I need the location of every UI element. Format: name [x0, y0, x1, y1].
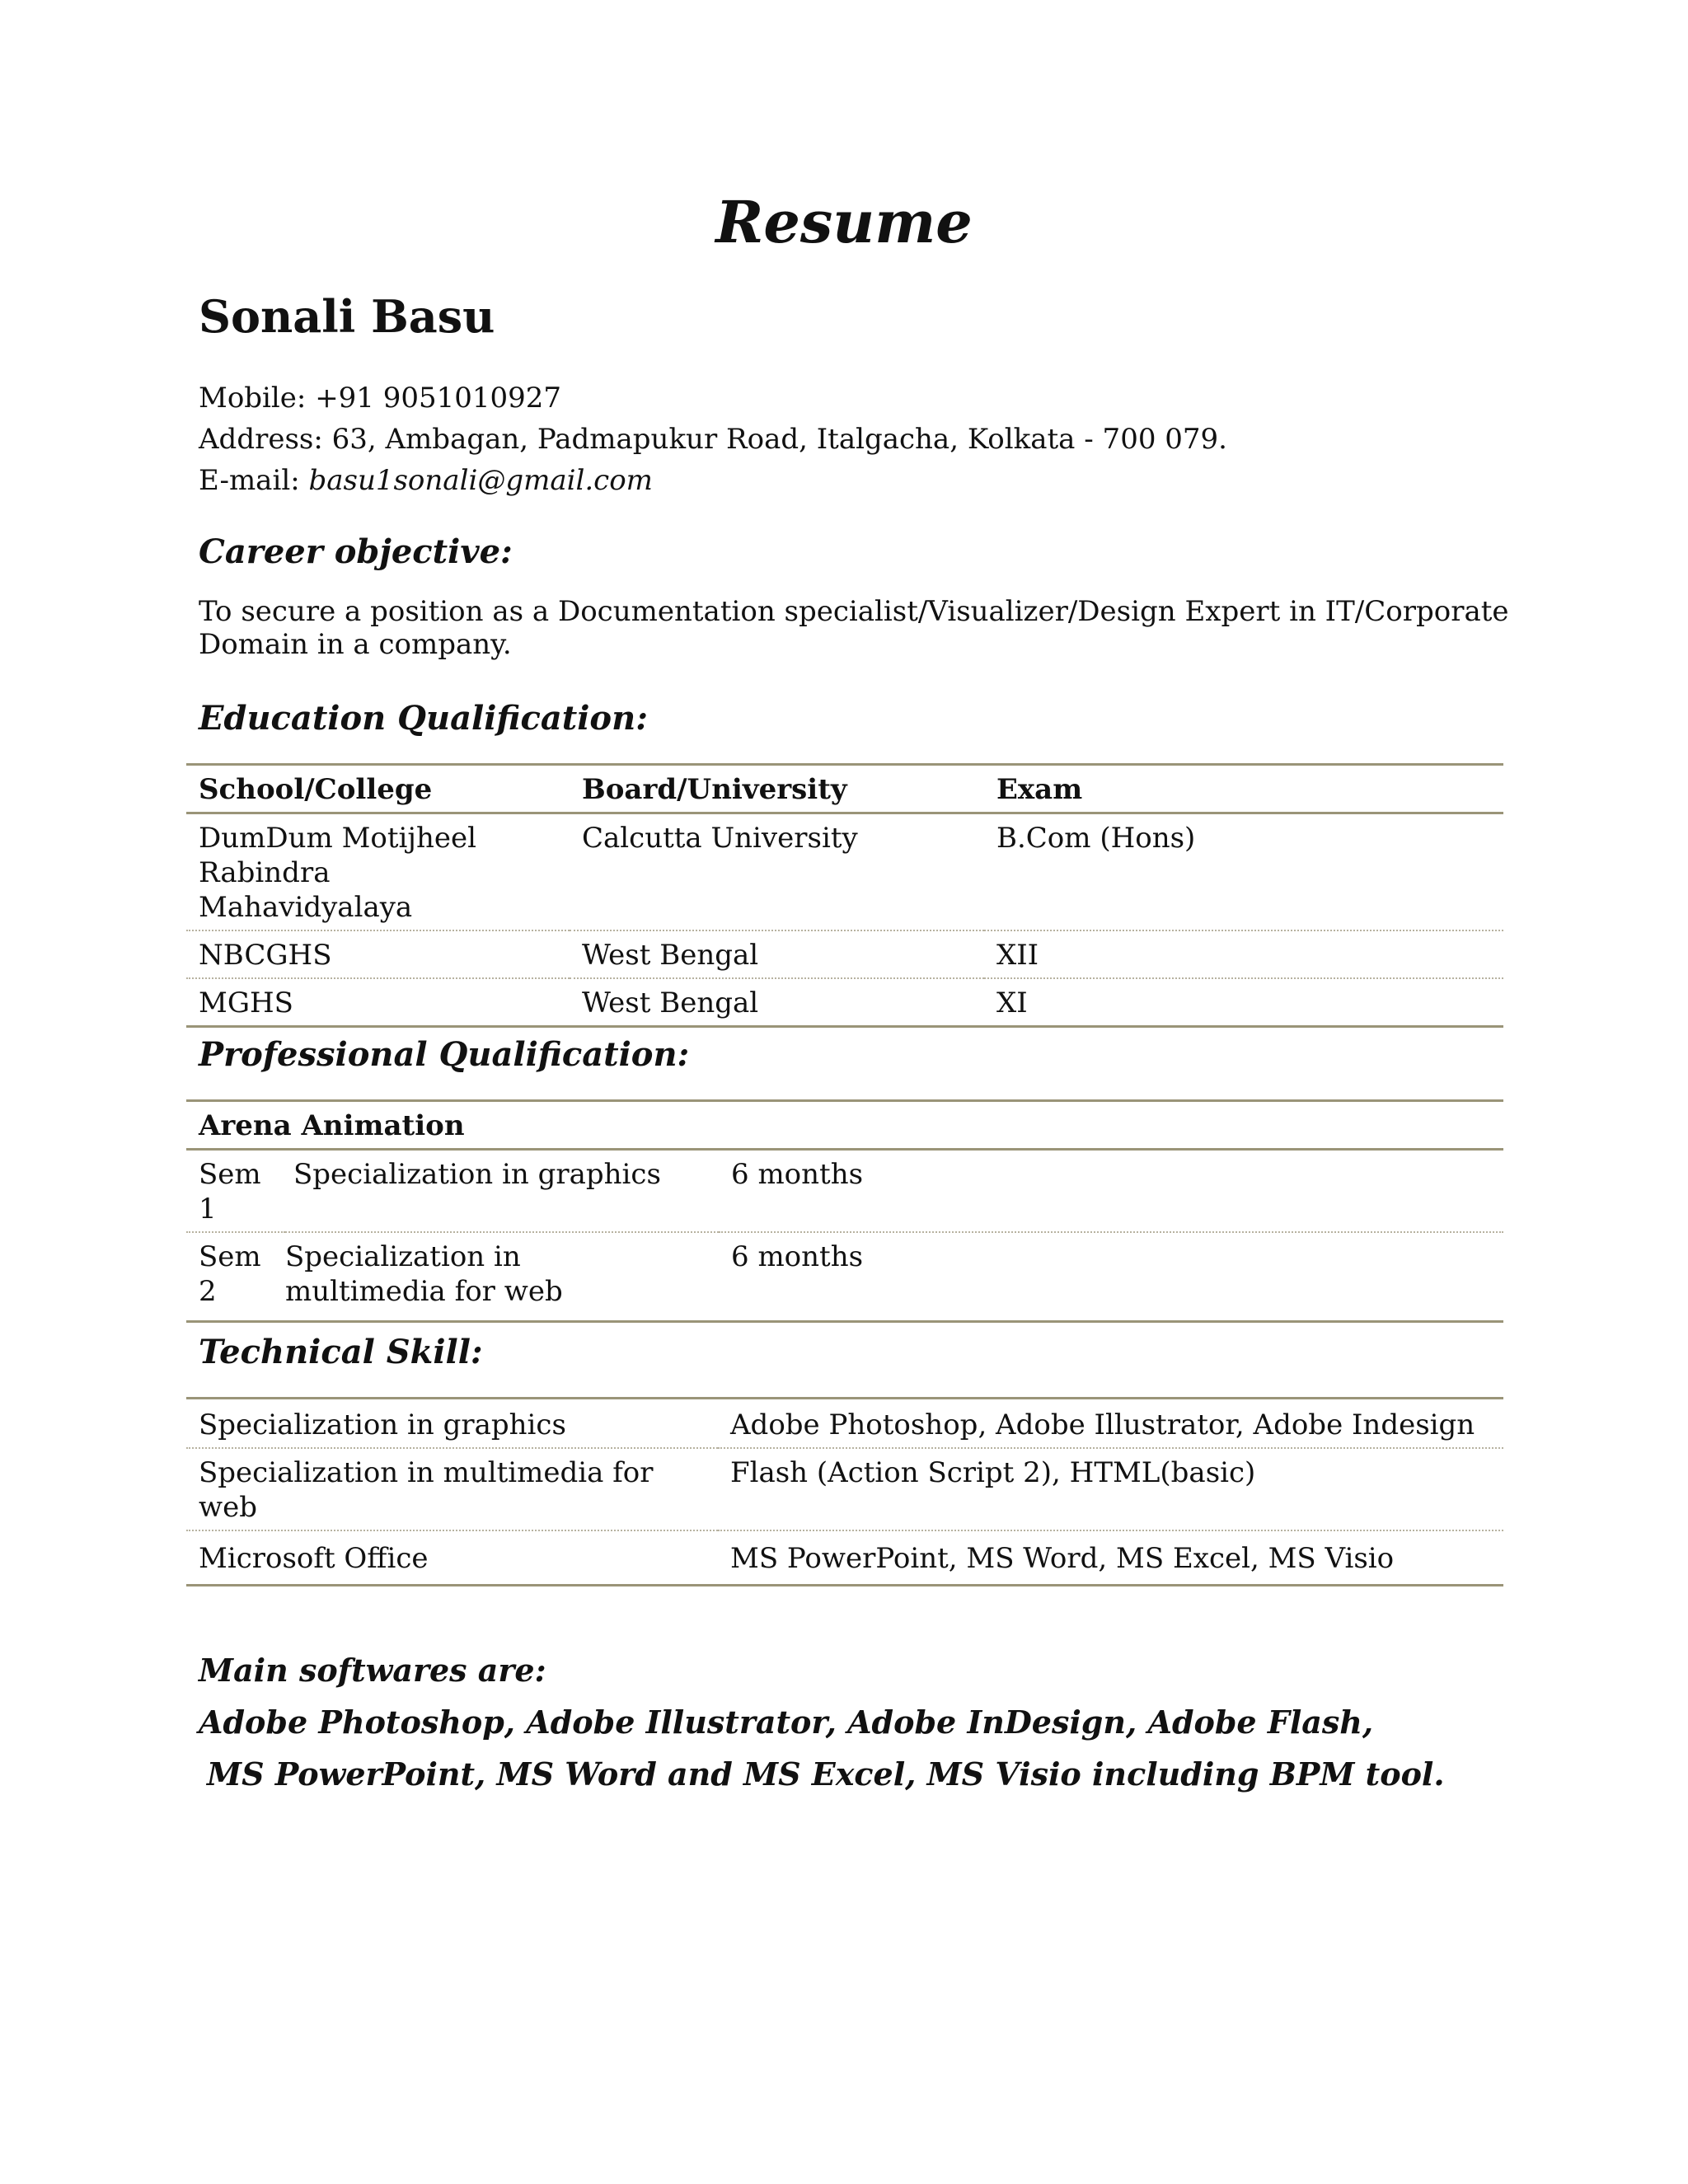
- table-cell: XII: [984, 930, 1503, 978]
- career-objective-text: To secure a position as a Documentation specialist/Visualizer/Design Expert in IT/Corporate Domain in a company.: [199, 595, 1509, 661]
- mobile-number: +91 9051010927: [315, 382, 562, 415]
- column-header: Exam: [984, 765, 1503, 813]
- table-cell: Microsoft Office: [186, 1530, 718, 1586]
- email-address: basu1sonali@gmail.com: [308, 464, 653, 497]
- email-label: E-mail:: [199, 464, 300, 497]
- table-row: [186, 1232, 1503, 1322]
- table-cell: NBCGHS: [186, 930, 570, 978]
- main-softwares-heading: Main softwares are:: [199, 1652, 546, 1689]
- address-text: 63, Ambagan, Padmapukur Road, Italgacha, Kolkata - 700 079.: [331, 423, 1227, 456]
- address-label: Address:: [199, 423, 323, 456]
- table-cell: B.Com (Hons): [984, 813, 1503, 931]
- institute-name: Arena Animation: [186, 1101, 1503, 1150]
- technical-skill-heading: Technical Skill:: [199, 1333, 483, 1371]
- mobile-line: [199, 377, 1227, 419]
- table-row: [186, 930, 1503, 978]
- table-cell: West Bengal: [570, 978, 984, 1027]
- education-header-row: [186, 765, 1503, 813]
- table-cell: Sem 1: [186, 1150, 285, 1233]
- table-cell: MS PowerPoint, MS Word, MS Excel, MS Visio: [718, 1530, 1503, 1586]
- table-cell: Specialization in multimedia for web: [285, 1232, 719, 1322]
- table-row: [186, 978, 1503, 1027]
- main-softwares-line: Adobe Photoshop, Adobe Illustrator, Adobe InDesign, Adobe Flash,: [199, 1704, 1374, 1741]
- main-softwares-block: [199, 1644, 1445, 1800]
- table-row: [186, 1530, 1503, 1586]
- table-cell: Flash (Action Script 2), HTML(basic): [718, 1448, 1503, 1530]
- document-title: Resume: [715, 188, 973, 256]
- candidate-name: Sonali Basu: [199, 290, 495, 343]
- table-row: [186, 1150, 1503, 1233]
- contact-block: [199, 377, 1227, 501]
- table-cell: Sem 2: [186, 1232, 285, 1322]
- table-cell: Specialization in graphics: [186, 1399, 718, 1449]
- table-cell: XI: [984, 978, 1503, 1027]
- column-header: School/College: [186, 765, 570, 813]
- education-table: [186, 763, 1503, 1028]
- career-objective-heading: Career objective:: [199, 532, 513, 571]
- professional-table: [186, 1099, 1503, 1323]
- address-line: [199, 419, 1227, 460]
- table-cell: Adobe Photoshop, Adobe Illustrator, Adobe Indesign: [718, 1399, 1503, 1449]
- main-softwares-line: MS PowerPoint, MS Word and MS Excel, MS Visio including BPM tool.: [207, 1755, 1445, 1793]
- professional-heading: Professional Qualification:: [199, 1035, 690, 1074]
- professional-header-row: [186, 1101, 1503, 1150]
- table-cell: Specialization in graphics: [285, 1150, 719, 1233]
- column-header: Board/University: [570, 765, 984, 813]
- technical-skill-table: [186, 1397, 1503, 1586]
- education-heading: Education Qualification:: [199, 699, 648, 738]
- table-cell: MGHS: [186, 978, 570, 1027]
- table-cell: 6 months: [719, 1150, 1503, 1233]
- table-cell: 6 months: [719, 1232, 1503, 1322]
- mobile-label: Mobile:: [199, 382, 307, 415]
- table-cell: Calcutta University: [570, 813, 984, 931]
- table-cell: Specialization in multimedia for web: [186, 1448, 718, 1530]
- table-row: [186, 1399, 1503, 1449]
- email-line: [199, 460, 1227, 501]
- table-row: [186, 1448, 1503, 1530]
- table-cell: DumDum Motijheel Rabindra Mahavidyalaya: [186, 813, 570, 931]
- table-cell: West Bengal: [570, 930, 984, 978]
- table-row: [186, 813, 1503, 931]
